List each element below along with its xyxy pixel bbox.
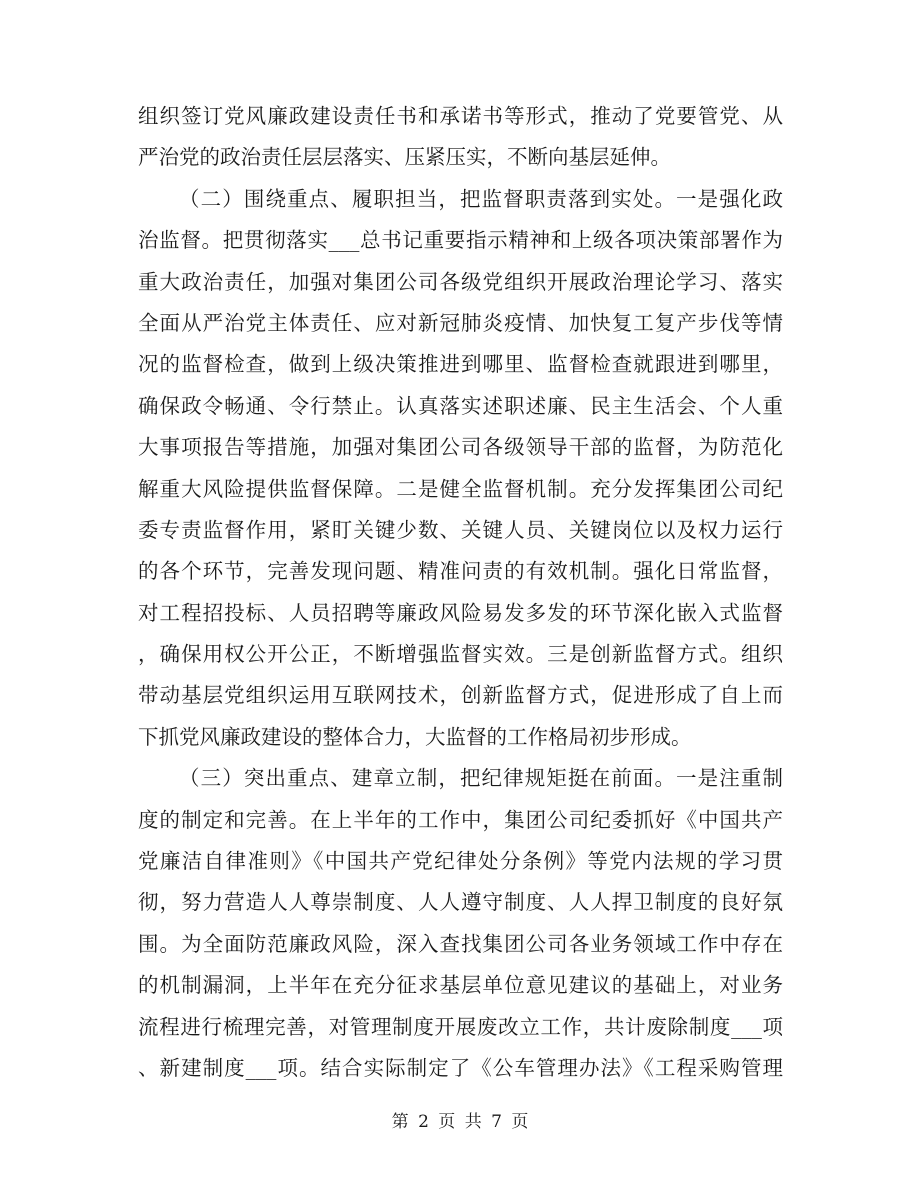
text-line: 严治党的政治责任层层落实、压紧压实，不断向基层延伸。 xyxy=(138,145,671,170)
text-line: ，确保用权公开公正，不断增强监督实效。三是创新监督方式。组织 xyxy=(138,642,783,667)
text-line: 的各个环节，完善发现问题、精准问责的有效机制。强化日常监督， xyxy=(138,559,783,584)
text-line: 大事项报告等措施，加强对集团公司各级领导干部的监督，为防范化 xyxy=(138,435,783,460)
text-line: 况的监督检查，做到上级决策推进到哪里、监督检查就跟进到哪里， xyxy=(138,352,783,377)
text-line: 、新建制度___项。结合实际制定了《公车管理办法》《工程采购管理 xyxy=(138,1055,783,1080)
text-line: 的机制漏洞，上半年在充分征求基层单位意见建议的基础上，对业务 xyxy=(138,973,783,998)
text-line: 治监督。把贯彻落实___总书记重要指示精神和上级各项决策部署作为 xyxy=(138,228,783,253)
text-line: 解重大风险提供监督保障。二是健全监督机制。充分发挥集团公司纪 xyxy=(138,476,783,501)
text-line: 委专责监督作用，紧盯关键少数、关键人员、关键岗位以及权力运行 xyxy=(138,517,783,542)
document-body xyxy=(138,96,783,1089)
text-line: 下抓党风廉政建设的整体合力，大监督的工作格局初步形成。 xyxy=(138,724,692,749)
text-line: 全面从严治党主体责任、应对新冠肺炎疫情、加快复工复产步伐等情 xyxy=(138,310,783,335)
text-line: 党廉洁自律准则》《中国共产党纪律处分条例》等党内法规的学习贯 xyxy=(138,849,783,874)
text-line: 重大政治责任，加强对集团公司各级党组织开展政治理论学习、落实 xyxy=(138,269,783,294)
page-number-footer: 第 2 页 共 7 页 xyxy=(391,1112,529,1132)
text-line: 带动基层党组织运用互联网技术，创新监督方式，促进形成了自上而 xyxy=(138,683,783,708)
paragraph-start-line: （二）围绕重点、履职担当，把监督职责落到实处。一是强化政 xyxy=(179,186,783,211)
text-line: 确保政令畅通、令行禁止。认真落实述职述廉、民主生活会、个人重 xyxy=(138,393,783,418)
text-line: 度的制定和完善。在上半年的工作中，集团公司纪委抓好《中国共产 xyxy=(138,807,783,832)
text-line: 对工程招投标、人员招聘等廉政风险易发多发的环节深化嵌入式监督 xyxy=(138,600,783,625)
text-line: 流程进行梳理完善，对管理制度开展废改立工作，共计废除制度___项 xyxy=(138,1014,783,1039)
text-line: 组织签订党风廉政建设责任书和承诺书等形式，推动了党要管党、从 xyxy=(138,104,783,128)
text-line: 彻，努力营造人人尊崇制度、人人遵守制度、人人捍卫制度的良好氛 xyxy=(138,890,783,915)
text-line: 围。为全面防范廉政风险，深入查找集团公司各业务领域工作中存在 xyxy=(138,931,783,956)
paragraph-start-line: （三）突出重点、建章立制，把纪律规矩挺在前面。一是注重制 xyxy=(179,766,783,791)
